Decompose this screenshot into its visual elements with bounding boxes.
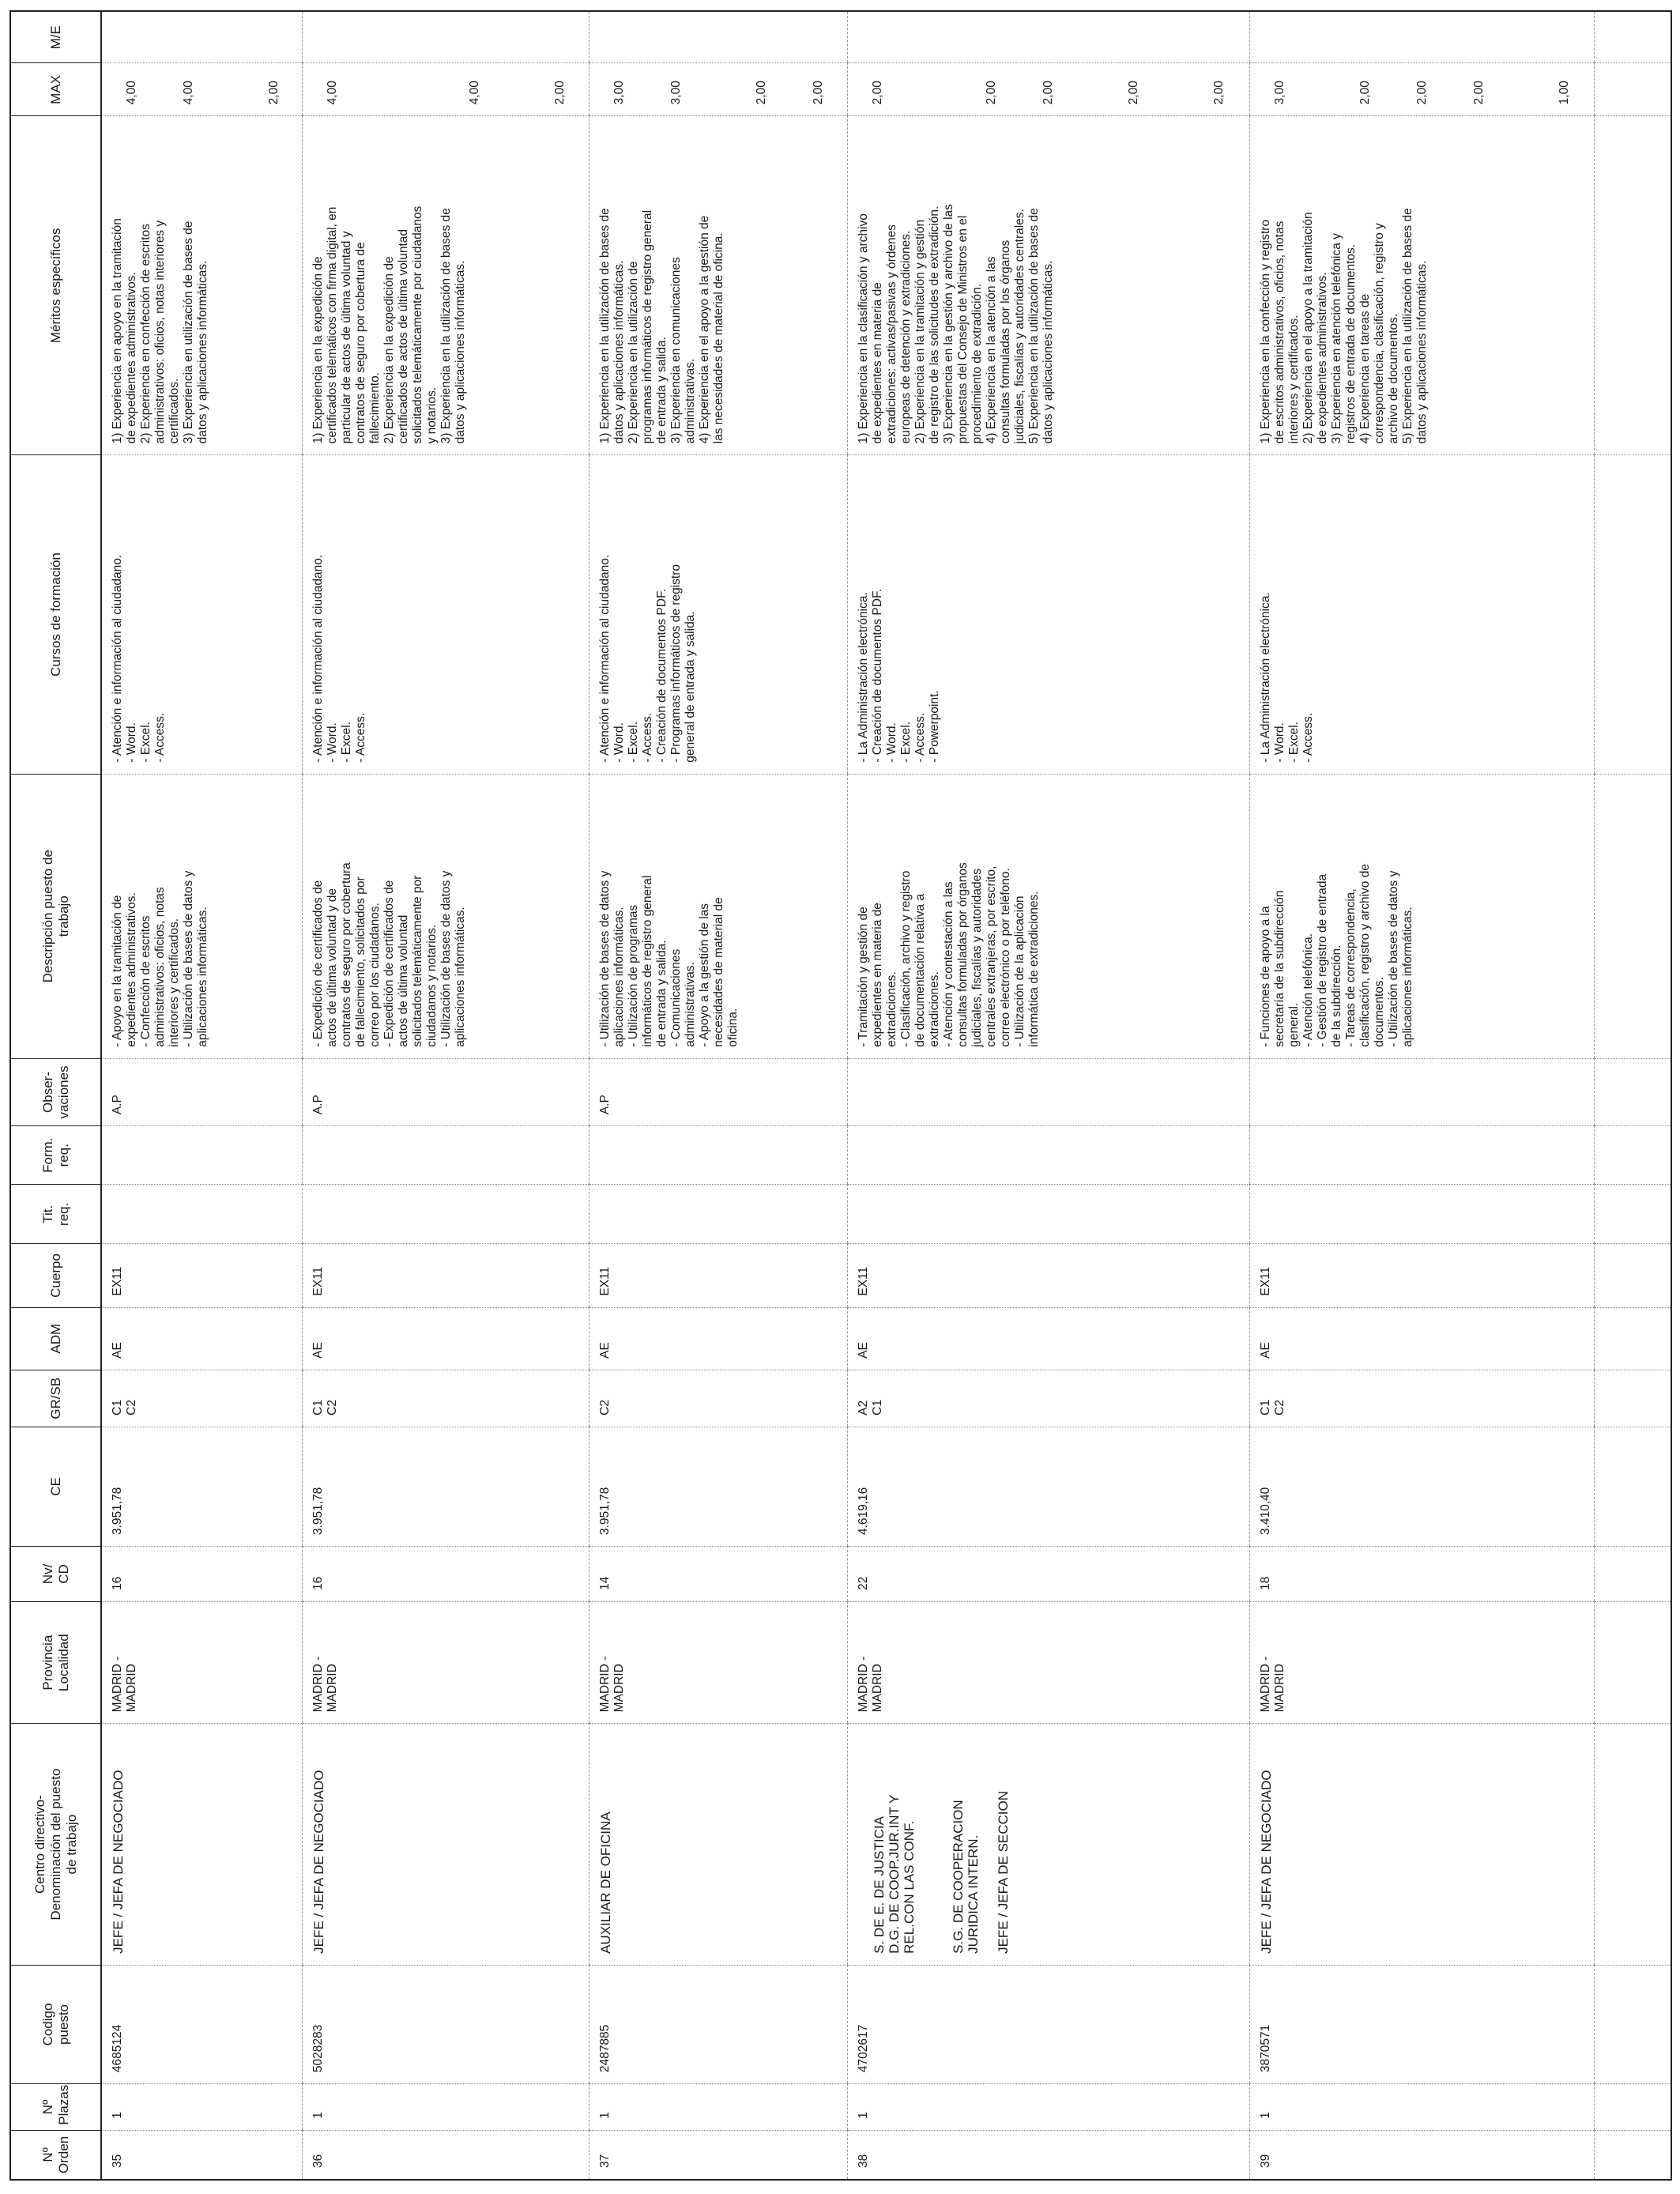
header-me: M/E [10, 11, 101, 63]
cursos-cell: - Atención e información al ciudadano. - Word. - Excel. - Access. [302, 455, 589, 774]
max-value: 2,00 [1211, 81, 1226, 105]
max-value [153, 68, 168, 104]
header-ce: CE [10, 1427, 101, 1546]
header-centro: Centro directivo- Denominación del puesto de trabajo [10, 1724, 101, 1966]
grupo-cell: A2 C1 [847, 1370, 1249, 1427]
max-value [382, 68, 397, 104]
adm-cell: AE [1249, 1307, 1594, 1370]
max-cell [589, 63, 847, 116]
provincia-cell: MADRID - MADRID [1249, 1602, 1594, 1724]
adm-cell: AE [302, 1307, 589, 1370]
descripcion-cell: - Expedición de certificados de actos de última voluntad y de contratos de seguro por cobertura de fallecimiento, solicitados por correo por los ciudadanos. - Expedición de certificados de actos de última voluntad solicitados telemáticamente por ciudadanos y notarios. - Utilización de bases de datos y aplicaciones informáticas. [302, 774, 589, 1058]
ce-cell: 3.951,78 [101, 1427, 302, 1546]
orden-cell: 38 [847, 2130, 1249, 2180]
ce-cell: 3.951,78 [302, 1427, 589, 1546]
plazas-cell: 1 [1249, 2084, 1594, 2131]
me-cell [589, 11, 847, 63]
meritos-cell: 1) Experiencia en la expedición de certificados telemáticos con firma digital, en particular de actos de última voluntad y contratos de seguro por cobertura de fallecimiento. 2) Experiencia en la expedición de certificados de actos de última voluntad solicitados telemáticamente por ciudadanos y notarios. 3) Experiencia en la utilización de bases de datos y aplicaciones informáticas. [302, 116, 589, 455]
provincia-cell: MADRID - MADRID [589, 1602, 847, 1724]
cuerpo-cell: EX11 [847, 1244, 1249, 1307]
cursos-cell: - Atención e información al ciudadano. - Word. - Excel. - Access. [101, 455, 302, 774]
me-cell [1249, 11, 1594, 63]
codigo-cell: 2487885 [589, 1965, 847, 2083]
max-value: 2,00 [1414, 81, 1429, 105]
orden-cell: 39 [1249, 2130, 1594, 2180]
cuerpo-cell: EX11 [589, 1244, 847, 1307]
max-value: 2,00 [811, 81, 825, 105]
descripcion-cell: - Apoyo en la tramitación de expedientes administrativos. - Confección de escritos administrativos: oficios, notas interiores y certificados. - Utilización de bases de datos y aplicaciones informáticas. [101, 774, 302, 1058]
adm-cell: AE [101, 1307, 302, 1370]
max-value [899, 68, 913, 104]
max-value: 3,00 [669, 81, 683, 105]
max-value [1444, 68, 1458, 104]
max-cell [847, 63, 1249, 116]
nivel-cell: 18 [1249, 1547, 1594, 1602]
max-value: 2,00 [754, 81, 768, 105]
max-value [1501, 68, 1515, 104]
job-positions-table [9, 10, 1672, 2181]
plazas-cell: 1 [302, 2084, 589, 2131]
header-adm: ADM [10, 1307, 101, 1370]
max-value: 2,00 [1358, 81, 1372, 105]
cursos-cell: - La Administración electrónica. - Creación de documentos PDF. - Word. - Excel. - Access. - Powerpoint. [847, 455, 1249, 774]
max-value: 3,00 [1272, 81, 1286, 105]
observaciones-cell [847, 1058, 1249, 1125]
grupo-cell: C1 C2 [1249, 1370, 1594, 1427]
provincia-cell: MADRID - MADRID [847, 1602, 1249, 1724]
formacion-cell [101, 1126, 302, 1185]
max-value: 2,00 [984, 81, 998, 105]
observaciones-cell: A.P [302, 1058, 589, 1125]
titulacion-cell [589, 1185, 847, 1244]
codigo-cell: 3870571 [1249, 1965, 1594, 2083]
adm-cell: AE [847, 1307, 1249, 1370]
table-row [302, 11, 589, 2180]
formacion-cell [1249, 1126, 1594, 1185]
cursos-cell: - Atención e información al ciudadano. - Word. - Excel. - Access. - Creación de documentos PDF. - Programas informáticos de registro general de entrada y salida. [589, 455, 847, 774]
centro-cell: JEFE / JEFA DE NEGOCIADO [302, 1724, 589, 1966]
adm-cell: AE [589, 1307, 847, 1370]
max-value: 2,00 [1041, 81, 1055, 105]
max-value: 4,00 [467, 81, 481, 105]
header-max: MAX [10, 63, 101, 116]
titulacion-cell [847, 1185, 1249, 1244]
max-value [354, 68, 368, 104]
header-grupo: GR/SB [10, 1370, 101, 1427]
centro-cell: JEFE / JEFA DE NEGOCIADO [101, 1724, 302, 1966]
observaciones-cell [1249, 1058, 1594, 1125]
observaciones-cell: A.P [101, 1058, 302, 1125]
ce-cell: 3.410,40 [1249, 1427, 1594, 1546]
max-value: 4,00 [182, 81, 195, 105]
plazas-cell: 1 [847, 2084, 1249, 2131]
orden-cell: 35 [101, 2130, 302, 2180]
formacion-cell [847, 1126, 1249, 1185]
max-value: 2,00 [267, 81, 281, 105]
header-cursos: Cursos de formación [10, 455, 101, 774]
table-row [101, 11, 302, 2180]
centro-subheader: S.G. DE COOPERACION JURIDICA INTERN. [950, 1800, 981, 1954]
max-cell [302, 63, 589, 116]
table-row [1249, 11, 1594, 2180]
meritos-cell: 1) Experiencia en apoyo en la tramitación de expedientes administrativos. 2) Experiencia en confección de escritos administrativos: oficios, notas interiores y certificados. 3) Experiencia en utilización de bases de datos y aplicaciones informáticas. [101, 116, 302, 455]
max-cell [1249, 63, 1594, 116]
descripcion-cell: - Tramitación y gestión de expedientes en materia de extradiciones. - Clasificación, archivo y registro de documentación relativa a extradiciones. - Atención y contestación a las consultas formuladas por órganos judiciales, fiscalías y autoridades centrales extranjeras, por escrito, correo electrónico o por teléfono. - Utilización de la aplicación informática de extradiciones. [847, 774, 1249, 1058]
centro-cell [847, 1724, 1249, 1966]
header-observaciones: Obser- vaciones [10, 1058, 101, 1125]
max-value: 2,00 [552, 81, 567, 105]
orden-cell: 36 [302, 2130, 589, 2180]
codigo-cell: 4702617 [847, 1965, 1249, 2083]
max-value [239, 68, 253, 104]
max-value: 4,00 [325, 81, 339, 105]
centro-position: JEFE / JEFA DE SECCION [995, 1790, 1011, 1954]
table-row [589, 11, 847, 2180]
max-value: 4,00 [125, 81, 138, 105]
header-descripcion: Descripción puesto de trabajo [10, 774, 101, 1058]
cuerpo-cell: EX11 [101, 1244, 302, 1307]
max-value [928, 68, 942, 104]
max-value [1330, 68, 1344, 104]
max-value [439, 68, 454, 104]
max-value [1529, 68, 1543, 104]
nivel-cell: 16 [302, 1547, 589, 1602]
header-cuerpo: Cuerpo [10, 1244, 101, 1307]
header-nivel: Nv/ CD [10, 1547, 101, 1602]
max-value: 1,00 [1557, 81, 1571, 105]
formacion-cell [302, 1126, 589, 1185]
ce-cell: 4.619,16 [847, 1427, 1249, 1546]
max-value [210, 68, 224, 104]
plazas-cell: 1 [101, 2084, 302, 2131]
cuerpo-cell: EX11 [302, 1244, 589, 1307]
provincia-cell: MADRID - MADRID [302, 1602, 589, 1724]
max-value [956, 68, 970, 104]
max-value [1387, 68, 1401, 104]
nivel-cell: 16 [101, 1547, 302, 1602]
nivel-cell: 22 [847, 1547, 1249, 1602]
ce-cell: 3.951,78 [589, 1427, 847, 1546]
header-orden: Nº Orden [10, 2130, 101, 2180]
me-cell [847, 11, 1249, 63]
header-provincia: Provincia Localidad [10, 1602, 101, 1724]
formacion-cell [589, 1126, 847, 1185]
header-plazas: Nº Plazas [10, 2084, 101, 2131]
max-value [726, 68, 740, 104]
meritos-cell: 1) Experiencia en la clasificación y archivo de expedientes en materia de extradiciones: activas/pasivas y órdenes europeas de detención y extradiciones. 2) Experiencia en la tramitación y gestión de registro de las solicitudes de extradición. 3) Experiencia en la gestión y archivo de las propuestas del Consejo de Ministros en el procedimiento de extradición. 4) Experiencia en la atención a las consultas formuladas por los órganos judiciales, fiscalías y autoridades centrales. 5) Experiencia en la utilización de bases de datos y aplicaciones informáticas. [847, 116, 1249, 455]
max-value [698, 68, 712, 104]
centro-cell: JEFE / JEFA DE NEGOCIADO [1249, 1724, 1594, 1966]
max-value [1070, 68, 1084, 104]
observaciones-cell: A.P [589, 1058, 847, 1125]
max-value [496, 68, 510, 104]
max-value [525, 68, 539, 104]
codigo-cell: 5028283 [302, 1965, 589, 2083]
me-cell [101, 11, 302, 63]
max-value [1098, 68, 1113, 104]
max-value [1155, 68, 1170, 104]
grupo-cell: C1 C2 [302, 1370, 589, 1427]
descripcion-cell: - Utilización de bases de datos y aplicaciones informáticas. - Utilización de programas informáticos de registro general de entrada y salida. - Comunicaciones administrativas. - Apoyo a la gestión de las necesidades de material de oficina. [589, 774, 847, 1058]
titulacion-cell [302, 1185, 589, 1244]
me-cell [302, 11, 589, 63]
header-meritos: Méritos específicos [10, 116, 101, 455]
codigo-cell: 4685124 [101, 1965, 302, 2083]
max-value: 3,00 [612, 81, 626, 105]
max-value [1184, 68, 1198, 104]
header-row [10, 11, 101, 2180]
max-value [1301, 68, 1316, 104]
grupo-cell: C1 C2 [101, 1370, 302, 1427]
max-value [783, 68, 797, 104]
max-value [641, 68, 655, 104]
descripcion-cell: - Funciones de apoyo a la secretaría de la subdirección general. - Atención telefónica. - Gestión de registro de entrada de la subdirección. - Tareas de correspondencia, clasificación, registro y archivo de documentos. - Utilización de bases de datos y aplicaciones informáticas. [1249, 774, 1594, 1058]
nivel-cell: 14 [589, 1547, 847, 1602]
empty-row [1595, 11, 1671, 2180]
max-value [411, 68, 425, 104]
cursos-cell: - La Administración electrónica. - Word. - Excel. - Access. [1249, 455, 1594, 774]
titulacion-cell [1249, 1185, 1594, 1244]
max-value: 2,00 [870, 81, 884, 105]
orden-cell: 37 [589, 2130, 847, 2180]
centro-cell: AUXILIAR DE OFICINA [589, 1724, 847, 1966]
plazas-cell: 1 [589, 2084, 847, 2131]
header-codigo: Codigo puesto [10, 1965, 101, 2083]
centro-header: S. DE E. DE JUSTICIA D.G. DE COOP.JUR.INT Y REL.CON LAS CONF. [871, 1794, 917, 1954]
meritos-cell: 1) Experiencia en la confección y registro de escritos administrativos, oficios, notas interiores y certificados. 2) Experiencia en el apoyo a la tramitación de expedientes administrativos. 3) Experiencia en atención telefónica y registros de entrada de documentos. 4) Experiencia en tareas de correspondencia, clasificación, registro y archivo de documentos. 5) Experiencia en la utilización de bases de datos y aplicaciones informáticas. [1249, 116, 1594, 455]
titulacion-cell [101, 1185, 302, 1244]
max-value: 2,00 [1471, 81, 1486, 105]
max-value: 2,00 [1126, 81, 1140, 105]
header-formacion: Form. req. [10, 1126, 101, 1185]
cuerpo-cell: EX11 [1249, 1244, 1594, 1307]
header-titulacion: Tit. req. [10, 1185, 101, 1244]
provincia-cell: MADRID - MADRID [101, 1602, 302, 1724]
meritos-cell: 1) Experiencia en la utilización de bases de datos y aplicaciones informáticas. 2) Experiencia en la utilización de programas informáticos de registro general de entrada y salida. 3) Experiencia en comunicaciones administrativas. 4) Experiencia en el apoyo a la gestión de las necesidades de material de oficina. [589, 116, 847, 455]
max-value [1013, 68, 1027, 104]
max-cell [101, 63, 302, 116]
table-row [847, 11, 1249, 2180]
grupo-cell: C2 [589, 1370, 847, 1427]
